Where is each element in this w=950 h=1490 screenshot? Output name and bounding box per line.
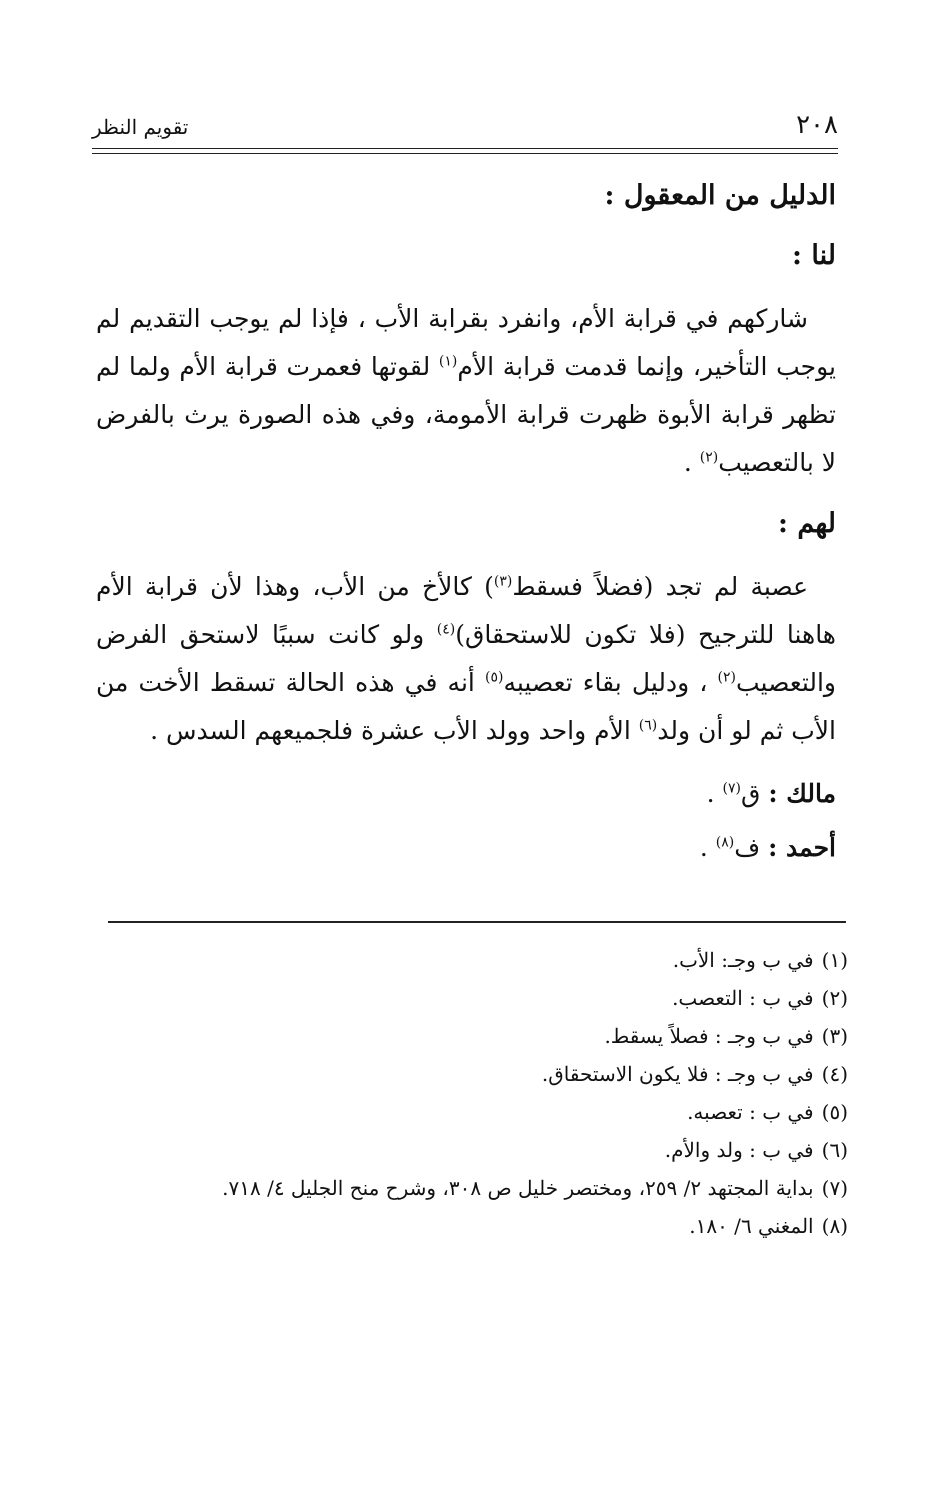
paragraph-text: ولو كانت سببًا لاستحق الفرض والتعصيب bbox=[96, 620, 836, 697]
ruling-ahmad bbox=[96, 825, 836, 871]
footnote-number: (٤) bbox=[821, 1062, 848, 1086]
footnote-text: بداية المجتهد ٢/ ٢٥٩، ومختصر خليل ص ٣٠٨، وشرح منح الجليل ٤/ ٧١٨. bbox=[222, 1176, 814, 1200]
footnote-7 bbox=[108, 1170, 848, 1206]
footnote-text: في ب : ولد والأم. bbox=[664, 1138, 814, 1162]
footnote-number: (٧) bbox=[821, 1176, 848, 1200]
paragraph-text: عصبة لم تجد (فضلاً فسقط bbox=[512, 572, 808, 601]
footnote-4 bbox=[108, 1056, 848, 1092]
footnote-text: في ب : تعصبه. bbox=[687, 1100, 814, 1124]
ruling-malik bbox=[96, 771, 836, 817]
paragraph-lahum bbox=[96, 563, 836, 755]
scholar-name-malik: مالك : bbox=[768, 779, 836, 808]
paragraph-text: الأم واحد وولد الأب عشرة فلجميعهم السدس . bbox=[150, 716, 639, 745]
footnote-ref-2[interactable]: (٢) bbox=[717, 669, 736, 686]
footnote-6 bbox=[108, 1132, 848, 1168]
footnote-number: (٨) bbox=[821, 1214, 848, 1238]
footnote-ref-8[interactable]: (٨) bbox=[715, 834, 735, 851]
header-rule-bottom bbox=[92, 153, 838, 154]
paragraph-text: لقوتها فعمرت قرابة الأم ولما لم تظهر قرابة الأبوة ظهرت قرابة الأمومة، وفي هذه الصورة يرث بالفرض لا بالتعصيب bbox=[96, 352, 836, 477]
paragraph-text: شاركهم في قرابة الأم، وانفرد بقرابة الأب ، فإذا لم يوجب التقديم لم يوجب التأخير، وإنما قدمت قرابة الأم bbox=[96, 304, 836, 381]
footnote-3 bbox=[108, 1018, 848, 1054]
footnote-ref-6[interactable]: (٦) bbox=[638, 717, 658, 734]
ruling-text: . bbox=[699, 833, 716, 862]
paragraph-text: أنه في هذه الحالة تسقط الأخت من الأب ثم لو أن ولد bbox=[96, 668, 836, 745]
book-title: تقويم النظر bbox=[92, 115, 189, 139]
footnote-text: في ب وجـ: الأب. bbox=[672, 948, 814, 972]
footnote-ref-2[interactable]: (٢) bbox=[699, 449, 719, 466]
paragraph-text: . bbox=[683, 448, 700, 477]
footnote-5 bbox=[108, 1094, 848, 1130]
running-header bbox=[92, 108, 838, 148]
footnote-ref-1[interactable]: (١) bbox=[438, 353, 458, 370]
footnote-8 bbox=[108, 1208, 848, 1244]
ruling-text: . bbox=[706, 779, 723, 808]
footnote-2 bbox=[108, 980, 848, 1016]
header-rule-top bbox=[92, 148, 838, 149]
footnote-text: في ب وجـ : فلا يكون الاستحقاق. bbox=[541, 1062, 814, 1086]
footnote-number: (٢) bbox=[821, 986, 848, 1010]
paragraph-text: ) كالأخ من الأب، وهذا لأن قرابة الأم هاهنا للترجيح (فلا تكون للاستحقاق) bbox=[96, 572, 836, 649]
footnote-number: (٣) bbox=[821, 1024, 848, 1048]
footnote-ref-4[interactable]: (٤) bbox=[436, 621, 456, 638]
main-text bbox=[96, 175, 836, 879]
scholar-name-ahmad: أحمد : bbox=[768, 833, 836, 862]
footnote-text: المغني ٦/ ١٨٠. bbox=[689, 1214, 814, 1238]
footnote-ref-3[interactable]: (٣) bbox=[493, 573, 513, 590]
footnote-number: (٥) bbox=[821, 1100, 848, 1124]
heading-lana: لنا : bbox=[792, 240, 836, 271]
footnote-number: (١) bbox=[821, 948, 848, 972]
footnote-1 bbox=[108, 942, 848, 978]
paragraph-text: ، ودليل بقاء تعصيبه bbox=[503, 668, 718, 697]
page-number: ٢٠٨ bbox=[796, 110, 838, 140]
footnote-text: في ب : التعصب. bbox=[672, 986, 814, 1010]
ruling-text: ق bbox=[741, 779, 769, 808]
footnote-text: في ب وجـ : فصلاً يسقط. bbox=[604, 1024, 814, 1048]
footnote-ref-7[interactable]: (٧) bbox=[722, 780, 742, 797]
ruling-text: ف bbox=[734, 833, 769, 862]
footnote-number: (٦) bbox=[821, 1138, 848, 1162]
footnotes bbox=[108, 942, 848, 1246]
footnote-separator bbox=[108, 921, 846, 923]
footnote-ref-5[interactable]: (٥) bbox=[485, 669, 504, 686]
paragraph-lana bbox=[96, 295, 836, 487]
heading-rational-evidence: الدليل من المعقول : bbox=[604, 180, 836, 211]
heading-lahum: لهم : bbox=[777, 508, 836, 539]
